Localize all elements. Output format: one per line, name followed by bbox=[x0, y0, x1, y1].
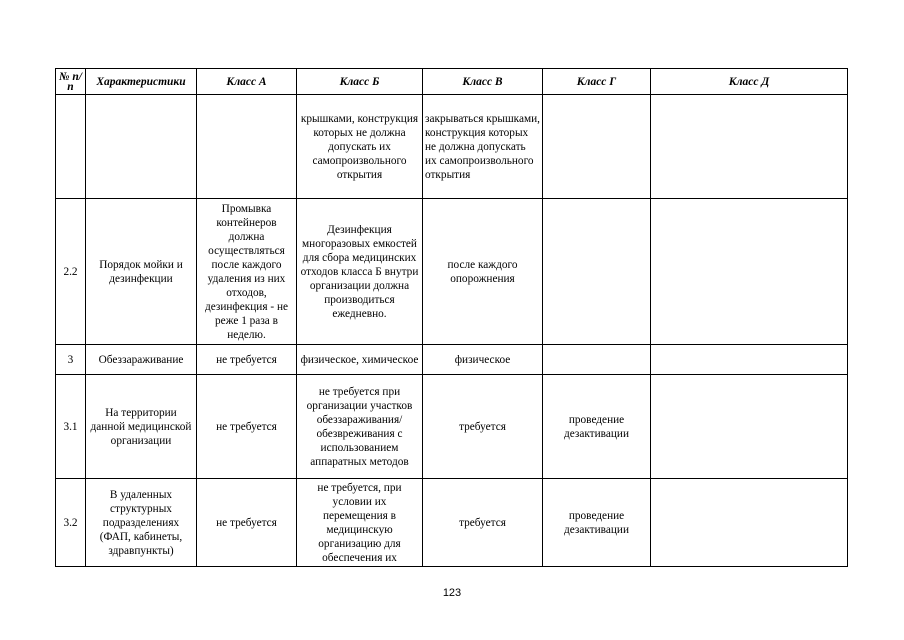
cell-class-d bbox=[651, 199, 848, 345]
cell-class-b: крышками, конструкция которых не должна допускать их самопроизвольного открытия bbox=[297, 95, 423, 199]
header-class-a: Класс А bbox=[197, 69, 297, 95]
header-characteristic: Характеристики bbox=[86, 69, 197, 95]
document-table bbox=[55, 68, 848, 567]
cell-class-b: не требуется при организации участков обеззараживания/ обезвреживания с использованием аппаратных методов bbox=[297, 375, 423, 479]
cell-class-g: проведение дезактивации bbox=[543, 479, 651, 567]
cell-class-b: физическое, химическое bbox=[297, 345, 423, 375]
cell-num: 3.1 bbox=[56, 375, 86, 479]
cell-class-v: физическое bbox=[423, 345, 543, 375]
header-class-b: Класс Б bbox=[297, 69, 423, 95]
header-num: № п/п bbox=[56, 69, 86, 95]
cell-class-g bbox=[543, 345, 651, 375]
cell-class-v: закрываться крышками, конструкция которых не должна допускать их самопроизвольного открытия bbox=[423, 95, 543, 199]
cell-num: 3 bbox=[56, 345, 86, 375]
cell-class-a: не требуется bbox=[197, 345, 297, 375]
cell-class-a: не требуется bbox=[197, 479, 297, 567]
cell-class-v: требуется bbox=[423, 375, 543, 479]
header-class-g: Класс Г bbox=[543, 69, 651, 95]
table-row bbox=[56, 199, 848, 345]
cell-class-g bbox=[543, 95, 651, 199]
header-class-v: Класс В bbox=[423, 69, 543, 95]
cell-class-g: проведение дезактивации bbox=[543, 375, 651, 479]
cell-class-a: не требуется bbox=[197, 375, 297, 479]
table-row bbox=[56, 95, 848, 199]
cell-num: 3.2 bbox=[56, 479, 86, 567]
cell-class-v: требуется bbox=[423, 479, 543, 567]
cell-class-d bbox=[651, 95, 848, 199]
cell-class-a: Промывка контейнеров должна осуществляться после каждого удаления из них отходов, дезинфекция - не реже 1 раза в неделю. bbox=[197, 199, 297, 345]
cell-class-v: после каждого опорожнения bbox=[423, 199, 543, 345]
cell-class-d bbox=[651, 375, 848, 479]
cell-characteristic: Порядок мойки и дезинфекции bbox=[86, 199, 197, 345]
cell-characteristic: На территории данной медицинской организации bbox=[86, 375, 197, 479]
cell-class-a bbox=[197, 95, 297, 199]
cell-class-d bbox=[651, 479, 848, 567]
cell-num bbox=[56, 95, 86, 199]
page-number: 123 bbox=[442, 587, 462, 599]
cell-num: 2.2 bbox=[56, 199, 86, 345]
table-row bbox=[56, 375, 848, 479]
table-row bbox=[56, 479, 848, 567]
cell-class-b: Дезинфекция многоразовых емкостей для сбора медицинских отходов класса Б внутри организации должна производиться ежедневно. bbox=[297, 199, 423, 345]
cell-characteristic: Обеззараживание bbox=[86, 345, 197, 375]
cell-characteristic bbox=[86, 95, 197, 199]
header-class-d: Класс Д bbox=[651, 69, 848, 95]
cell-characteristic: В удаленных структурных подразделениях (ФАП, кабинеты, здравпункты) bbox=[86, 479, 197, 567]
cell-class-b: не требуется, при условии их перемещения в медицинскую организацию для обеспечения их bbox=[297, 479, 423, 567]
table-row bbox=[56, 345, 848, 375]
cell-class-g bbox=[543, 199, 651, 345]
table-header-row bbox=[56, 69, 848, 95]
cell-class-d bbox=[651, 345, 848, 375]
